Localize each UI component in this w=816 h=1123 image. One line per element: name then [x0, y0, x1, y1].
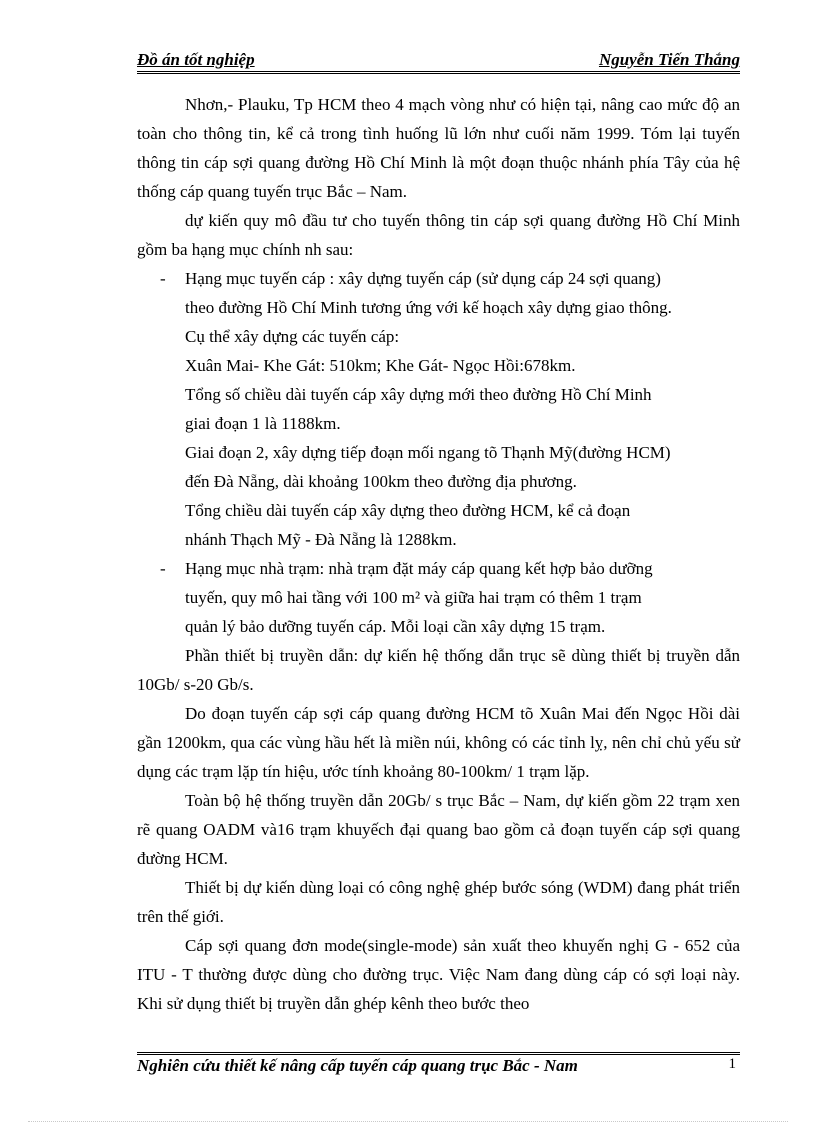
paragraph-4: Do đoạn tuyến cáp sợi cáp quang đường HCM tõ Xuân Mai đến Ngọc Hồi dài gần 1200km, qua các vùng hầu hết là miền núi, không có các tỉnh lỵ, nên chỉ chủ yếu sử dụng các trạm lặp tín hiệu, ước tính khoảng 80-100km/ 1 trạm lặp.	[137, 704, 740, 781]
paragraph-2: dự kiến quy mô đầu tư cho tuyến thông tin cáp sợi quang đường Hồ Chí Minh gồm ba hạng mục chính nh sau:	[137, 211, 740, 259]
page-footer	[137, 1056, 740, 1082]
paragraph-3: Phần thiết bị truyền dẫn: dự kiến hệ thống dẫn trục sẽ dùng thiết bị truyền dẫn 10Gb/ s-20 Gb/s.	[137, 646, 740, 694]
header-rule	[137, 71, 740, 74]
bullet-item-cable-route	[137, 264, 740, 554]
footer-rule	[137, 1052, 740, 1055]
bullet-line: Hạng mục nhà trạm: nhà trạm đặt máy cáp quang kết hợp bảo dưỡng	[185, 559, 653, 578]
bullet-line: Tổng chiều dài tuyến cáp xây dựng theo đường HCM, kể cả đoạn	[185, 501, 631, 520]
page-bottom-divider	[28, 1121, 788, 1122]
paragraph-1: Nhơn,- Plauku, Tp HCM theo 4 mạch vòng như có hiện tại, nâng cao mức độ an toàn cho thông tin, kể cả trong tình huống lũ lớn như cuối năm 1999. Tóm lại tuyến thông tin cáp sợi quang đường Hồ Chí Minh là một đoạn thuộc nhánh phía Tây của hệ thống cáp quang tuyến trục Bắc – Nam.	[137, 95, 740, 201]
bullet-item-stations	[137, 554, 740, 641]
body-text	[137, 90, 740, 1018]
bullet-line: Hạng mục tuyến cáp : xây dựng tuyến cáp (sử dụng cáp 24 sợi quang)	[185, 269, 661, 288]
paragraph-6: Thiết bị dự kiến dùng loại có công nghệ ghép bước sóng (WDM) đang phát triển trên thế giới.	[137, 878, 740, 926]
bullet-dash: -	[160, 559, 166, 578]
bullet-dash: -	[160, 269, 166, 288]
paragraph-5: Toàn bộ hệ thống truyền dẫn 20Gb/ s trục Bắc – Nam, dự kiến gồm 22 trạm xen rẽ quang OADM và16 trạm khuyếch đại quang bao gồm cả đoạn tuyến cáp sợi quang đường HCM.	[137, 791, 740, 868]
bullet-line: giai đoạn 1 là 1188km.	[185, 414, 341, 433]
page-header	[137, 46, 740, 72]
bullet-line: Giai đoạn 2, xây dựng tiếp đoạn mối ngang tõ Thạnh Mỹ(đường HCM)	[185, 443, 671, 462]
header-author: Nguyễn Tiến Thắng	[598, 50, 740, 69]
bullet-line: quản lý bảo dưỡng tuyến cáp. Mỗi loại cần xây dựng 15 trạm.	[185, 617, 606, 636]
header-title: Đồ án tốt nghiệp	[137, 50, 255, 69]
bullet-line: Cụ thể xây dựng các tuyến cáp:	[185, 327, 400, 346]
page-number: 1	[728, 1056, 736, 1072]
bullet-line: Tổng số chiều dài tuyến cáp xây dựng mới theo đường Hồ Chí Minh	[185, 385, 652, 404]
bullet-line: Xuân Mai- Khe Gát: 510km; Khe Gát- Ngọc Hồi:678km.	[185, 356, 576, 375]
bullet-line: đến Đà Nẵng, dài khoảng 100km theo đường địa phương.	[185, 472, 577, 491]
bullet-line: tuyến, quy mô hai tầng với 100 m² và giữa hai trạm có thêm 1 trạm	[185, 588, 642, 607]
footer-title: Nghiên cứu thiết kế nâng cấp tuyến cáp quang trục Bắc - Nam	[137, 1056, 578, 1075]
bullet-line: theo đường Hồ Chí Minh tương ứng với kế hoạch xây dựng giao thông.	[185, 298, 672, 317]
paragraph-7: Cáp sợi quang đơn mode(single-mode) sản xuất theo khuyến nghị G - 652 của ITU - T thường được dùng cho đường trục. Việc Nam đang dùng cáp có sợi loại này. Khi sử dụng thiết bị truyền dẫn ghép kênh theo bước theo	[137, 936, 740, 1013]
bullet-line: nhánh Thạch Mỹ - Đà Nẵng là 1288km.	[185, 530, 457, 549]
